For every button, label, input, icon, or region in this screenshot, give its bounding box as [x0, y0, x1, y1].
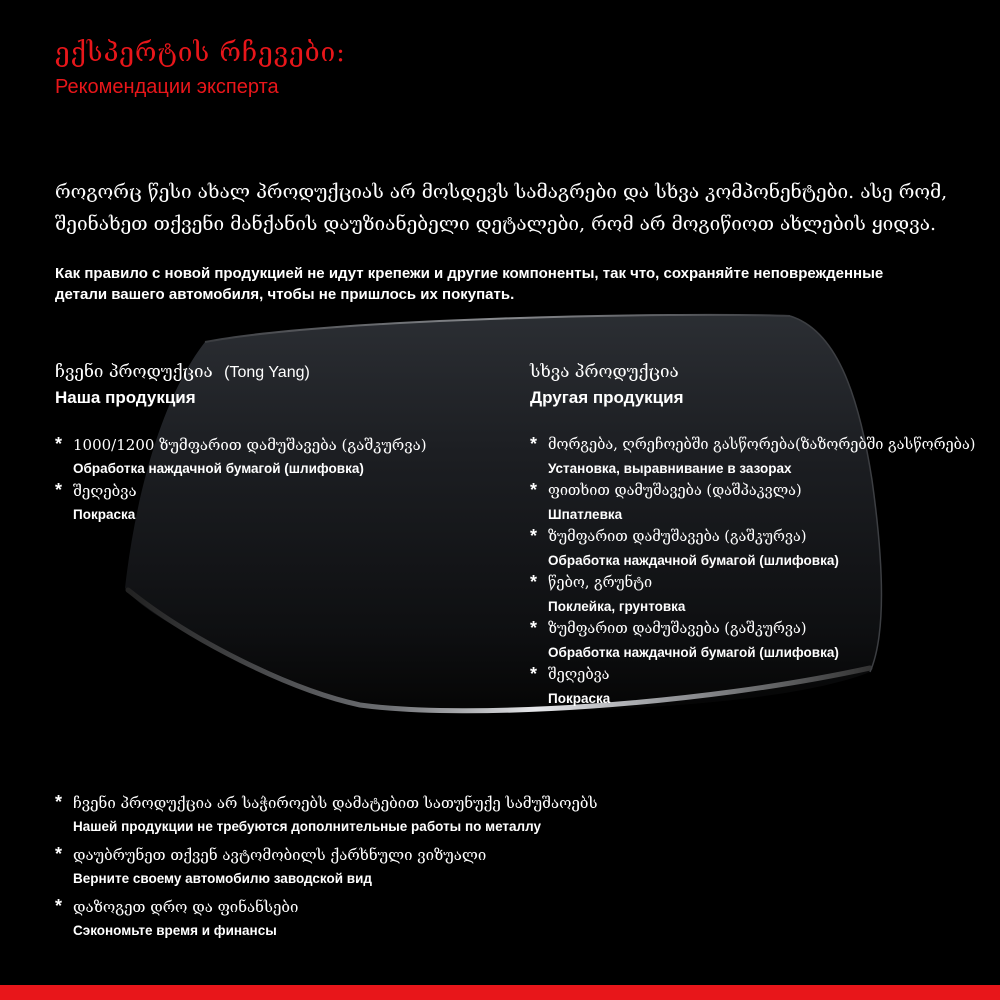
- item-text-georgian: მორგება, ღრეჩოებში გასწორება(ზაზორებში გასწორება): [548, 437, 976, 453]
- item-text-russian: Поклейка, грунтовка: [548, 599, 686, 614]
- item-text-georgian: ფითხით დამუშავება (დაშპაკვლა): [548, 483, 802, 499]
- bullet-star-icon: *: [530, 480, 538, 500]
- benefit-text-russian: Сэкономьте время и финансы: [73, 923, 277, 938]
- intro-text-russian: Как правило с новой продукцией не идут крепежи и другие компоненты, так что, сохраняйте неповрежденные детали вашего автомобиля, чтобы не пришлось их покупать.: [55, 265, 884, 303]
- other-product-item: [530, 618, 1000, 664]
- bullet-star-icon: *: [530, 664, 538, 684]
- benefit-item: [55, 792, 955, 838]
- intro-text-georgian: როგორც წესი ახალ პროდუქციას არ მოსდევს სამაგრები და სხვა კომპონენტები. ასე რომ, შეინახეთ თქვენი მანქანის დაუზიანებელი დეტალები, რომ არ მოგიწიოთ ახლების ყიდვა.: [55, 181, 948, 235]
- item-text-georgian: წებო, გრუნტი: [548, 575, 653, 591]
- our-products-column: [55, 362, 515, 526]
- footer-accent-bar: [0, 985, 1000, 1000]
- benefit-item: [55, 844, 955, 890]
- item-text-georgian: ზუმფარით დამუშავება (გაშკურვა): [548, 529, 807, 545]
- bullet-star-icon: *: [55, 792, 63, 812]
- bullet-star-icon: *: [55, 434, 63, 454]
- benefit-text-russian: Нашей продукции не требуются дополнительные работы по металлу: [73, 819, 542, 834]
- bullet-star-icon: *: [530, 526, 538, 546]
- other-products-heading-georgian: სხვა პროდუქცია: [530, 362, 679, 382]
- other-product-item: [530, 526, 1000, 572]
- other-product-item: [530, 480, 1000, 526]
- bullet-star-icon: *: [530, 618, 538, 638]
- page-title-georgian: ექსპერტის რჩევები:: [55, 38, 346, 68]
- our-products-heading-text: ჩვენი პროდუქცია: [55, 362, 213, 382]
- item-text-russian: Шпатлевка: [548, 507, 623, 522]
- item-text-georgian: შეღებვა: [73, 482, 137, 500]
- item-text-russian: Установка, выравнивание в зазорах: [548, 461, 792, 476]
- benefit-text-russian: Верните своему автомобилю заводской вид: [73, 871, 372, 886]
- item-text-russian: Покраска: [73, 507, 136, 522]
- bullet-star-icon: *: [55, 896, 63, 916]
- our-products-heading-russian: Наша продукция: [55, 388, 196, 407]
- benefit-text-georgian: ჩვენი პროდუქცია არ საჭიროებს დამატებით სათუნუქე სამუშაოებს: [73, 794, 598, 812]
- brand-label: (Tong Yang): [224, 364, 310, 381]
- item-text-russian: Обработка наждачной бумагой (шлифовка): [73, 461, 364, 476]
- bullet-star-icon: *: [530, 572, 538, 592]
- other-products-column: [530, 362, 1000, 710]
- item-text-russian: Обработка наждачной бумагой (шлифовка): [548, 645, 839, 660]
- other-product-item: [530, 664, 1000, 710]
- benefits-list: [55, 792, 955, 948]
- page-title-russian: Рекомендации эксперта: [55, 76, 279, 98]
- item-text-georgian: შეღებვა: [548, 667, 610, 683]
- item-text-georgian: 1000/1200 ზუმფარით დამუშავება (გაშკურვა): [73, 436, 427, 454]
- benefit-text-georgian: დაზოგეთ დრო და ფინანსები: [73, 898, 299, 916]
- benefit-text-georgian: დაუბრუნეთ თქვენ ავტომობილს ქარხნული ვიზუალი: [73, 846, 487, 864]
- other-product-item: [530, 434, 1000, 480]
- item-text-russian: Обработка наждачной бумагой (шлифовка): [548, 553, 839, 568]
- our-product-item: [55, 434, 515, 480]
- benefit-item: [55, 896, 955, 942]
- other-products-heading-russian: Другая продукция: [530, 388, 684, 407]
- bullet-star-icon: *: [55, 480, 63, 500]
- item-text-russian: Покраска: [548, 691, 611, 706]
- bullet-star-icon: *: [530, 434, 538, 454]
- our-product-item: [55, 480, 515, 526]
- bullet-star-icon: *: [55, 844, 63, 864]
- other-product-item: [530, 572, 1000, 618]
- our-products-heading-georgian: [55, 362, 515, 388]
- item-text-georgian: ზუმფარით დამუშავება (გაშკურვა): [548, 621, 807, 637]
